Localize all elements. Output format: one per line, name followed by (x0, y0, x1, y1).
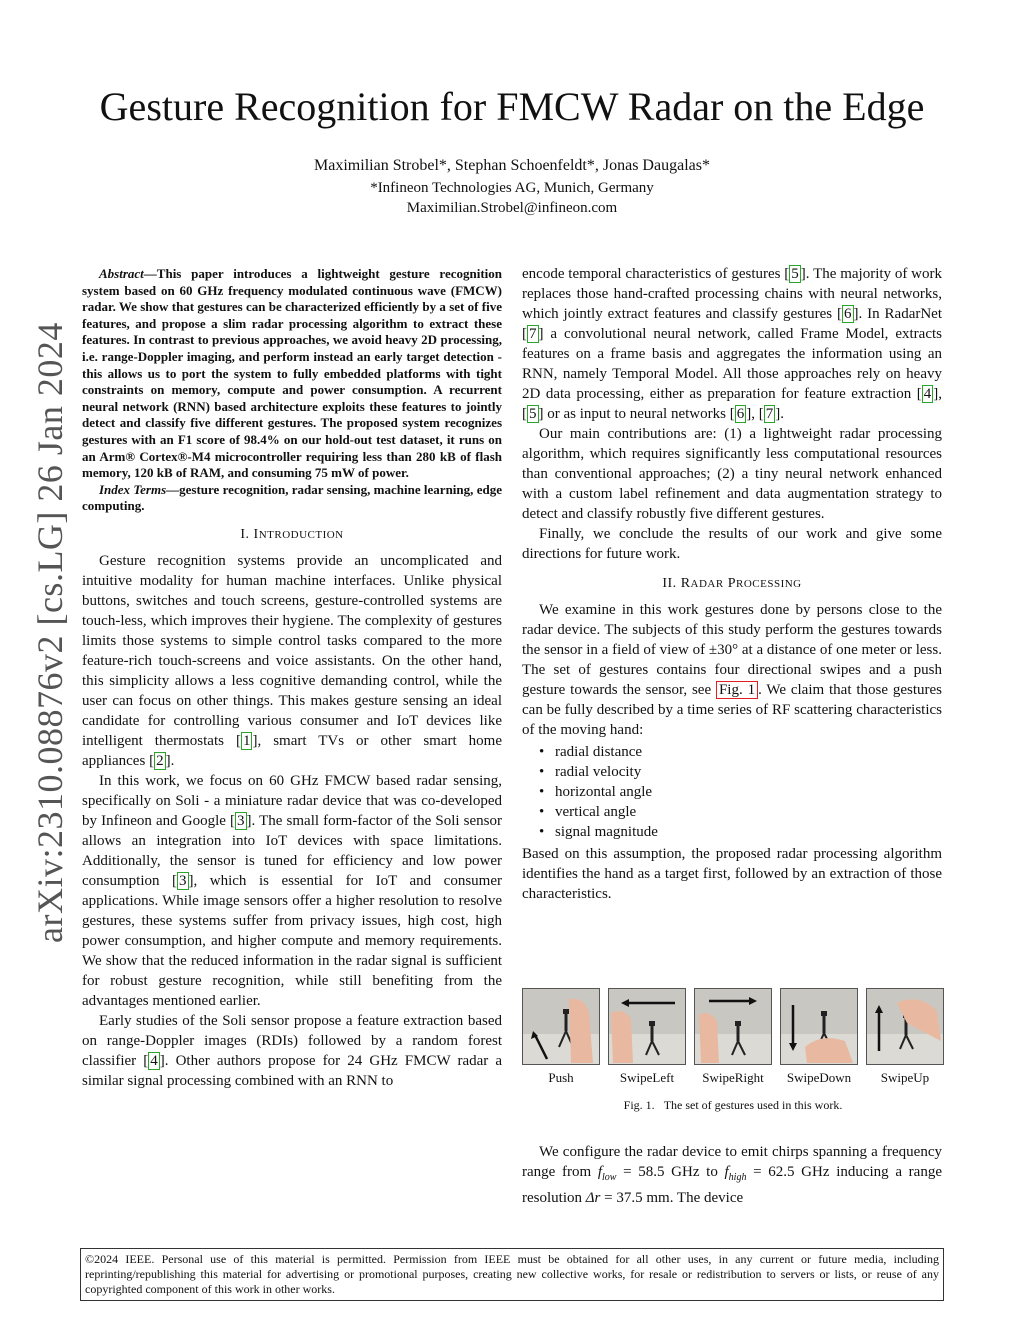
index-terms-text: gesture recognition, radar sensing, machine learning, edge computing. (82, 481, 502, 514)
left-column (82, 266, 502, 1091)
email: Maximilian.Strobel@infineon.com (406, 200, 618, 216)
paper-title: Gesture Recognition for FMCW Radar on the Edge (99, 84, 925, 129)
citation-2[interactable]: 2 (156, 752, 164, 769)
right-column-bottom (522, 1142, 942, 1208)
gesture-panel-swipeleft (608, 988, 686, 1086)
index-terms-label: Index Terms (99, 481, 167, 497)
gesture-label-swipeup: SwipeUp (880, 1070, 930, 1085)
section-radar-processing-heading: II. RADAR PROCESSING (662, 576, 802, 591)
gesture-image-swipeleft (608, 988, 686, 1065)
list-item: • vertical angle (539, 804, 637, 820)
gesture-panel-swipeup (866, 988, 944, 1086)
gesture-image-swipedown (780, 988, 858, 1065)
figure-1-caption: Fig. 1. The set of gestures used in this work. (623, 1098, 843, 1112)
authors: Maximilian Strobel*, Stephan Schoenfeldt*, Jonas Daugalas* (314, 157, 710, 174)
citation-5[interactable]: 5 (791, 266, 799, 282)
citation-3b[interactable]: 3 (179, 872, 187, 889)
arxiv-sidebar (20, 322, 80, 943)
gesture-label-swipeleft: SwipeLeft (619, 1070, 675, 1085)
intro-paragraph-1: Gesture recognition systems provide an uncomplicated and intuitive modality for human machine interfaces. Unlike physical buttons, switches and touch screens, gesture-controlled systems are touch-less, which improves their hygiene. The complexity of gestures limits those systems to simple control tasks compared to the more feature-rich touch-screens and voice assistants. On the other hand, this simplicity allows a less cognitive demanding control, while the user can focus on other things. This makes gesture sensing an ideal candidate for controlling various consumer and IoT devices like intelligent thermostats [ 1 ], smart TVs or other smart home appliances [ 2 ]. (82, 552, 502, 769)
abstract-label: Abstract (99, 266, 144, 281)
citation-6[interactable]: 6 (844, 306, 852, 322)
figure-1 (522, 988, 944, 1113)
citation-4[interactable]: 4 (150, 1052, 158, 1069)
gesture-label-swipedown: SwipeDown (786, 1070, 852, 1085)
affiliation: *Infineon Technologies AG, Munich, Germany (370, 180, 654, 196)
right-paragraph-1: encode temporal characteristics of gestures [ 5 ]. The majority of work replaces those hand-crafted processing chains with neural networks, which jointly extract features and classify gestures [ 6 ]. In RadarNet [ 7 ] a convolutional neural network, called Frame Model, extracts features on a frame basis and aggregates the information using an RNN, namely Temporal Model. All those approaches rely on heavy 2D data processing, either as preparation for feature extraction [ 4 ], [ 5 ] or as input to neural networks [ 6 ], [ 7 ]. (522, 266, 943, 422)
arxiv-id: arXiv:2310.08876v2 [cs.LG] 26 Jan 2024 (30, 322, 70, 943)
gesture-panel-swipedown (780, 988, 858, 1086)
radar-paragraph-2: Based on this assumption, the proposed radar processing algorithm identifies the hand as a target first, followed by an extraction of those characteristics. (522, 846, 942, 902)
intro-paragraph-2: In this work, we focus on 60 GHz FMCW based radar sensing, specifically on Soli - a miniature radar device that was co-developed by Infineon and Google [ 3 ]. The small form-factor of the Soli sensor allows an integration into IoT devices with space limitations. Additionally, the sensor is tuned for efficiency and low power consumption [ 3 ], which is essential for IoT and consumer applications. While image sensors offer a higher resolution to resolve gestures, these systems suffer from privacy issues, high cost, high power consumption, and higher compute and memory requirements. We show that the reduced information in the radar signal is sufficient for robust gesture recognition, while still benefiting from the advantages mentioned earlier. (82, 772, 503, 1009)
gesture-image-swiperight (694, 988, 772, 1065)
list-item: • radial distance (539, 744, 643, 760)
list-item: • radial velocity (539, 764, 642, 780)
figure-1-link[interactable]: Fig. 1 (716, 681, 758, 699)
citation-6b[interactable]: 6 (736, 406, 745, 422)
intro-paragraph-3: Early studies of the Soli sensor propose a feature extraction based on range-Doppler images (RDIs) followed by a random forest classifier [ 4 ]. Other authors propose for 24 GHz FMCW radar a similar signal processing combined with an RNN to (82, 1012, 503, 1089)
citation-1[interactable]: 1 (242, 732, 251, 749)
gesture-label-swiperight: SwipeRight (702, 1070, 764, 1085)
citation-3[interactable]: 3 (237, 812, 245, 829)
abstract-text: This paper introduces a lightweight gesture recognition system based on 60 GHz frequency modulated continuous wave (FMCW) radar. We show that gestures can be characterized efficiently by a set of five features, and propose a slim radar processing algorithm to extract these features. In contrast to previous approaches, we avoid heavy 2D processing, i.e. range-Doppler imaging, and perform instead an early target detection - this allows us to port the system to fully embedded platforms with tight constraints on memory, compute and power consumption. A recurrent neural network (RNN) based architecture exploits these features to jointly detect and classify five different gestures. The proposed system recognizes gestures with an F1 score of 98.4% on our hold-out test dataset, it runs on an Arm® Cortex®-M4 microcontroller requiring less than 280 kB of flash memory, 120 kB of RAM, and consuming 75 mW of power. (82, 266, 502, 481)
gesture-panel-push (522, 988, 600, 1086)
gesture-image-push (522, 988, 600, 1065)
conclusion-paragraph: Finally, we conclude the results of our work and give some directions for future work. (522, 526, 942, 562)
citation-5b[interactable]: 5 (529, 406, 537, 422)
feature-list (522, 742, 942, 842)
abstract: Abstract—This paper introduces a lightweight gesture recognition system based on 60 GHz frequency modulated continuous wave (FMCW) radar. We show that gestures can be characterized efficiently by a set of five features, and propose a slim radar processing algorithm to extract these features. In contrast to previous approaches, we avoid heavy 2D processing, i.e. range-Doppler imaging, and perform instead an early target detection - this allows us to port the system to fully embedded platforms with tight constraints on memory, compute and power consumption. A recurrent neural network (RNN) based architecture exploits these features to jointly detect and classify five different gestures. The proposed system recognizes gestures with an F1 score of 98.4% on our hold-out test dataset, it runs on an Arm® Cortex®-M4 microcontroller requiring less than 280 kB of flash memory, 120 kB of RAM, and consuming 75 mW of power. (82, 266, 502, 481)
list-item: • horizontal angle (539, 784, 653, 800)
radar-paragraph-3: We configure the radar device to emit chirps spanning a frequency range from $f_{low} = 58.5$ GHz to $f_{high} = 62.5$ GHz inducing a range resolution Δr = 37.5 mm. The device (522, 1144, 942, 1206)
right-column (522, 264, 942, 904)
index-terms: Index Terms—gesture recognition, radar sensing, machine learning, edge computing. (82, 481, 502, 514)
gesture-label-push: Push (548, 1070, 574, 1085)
citation-4b[interactable]: 4 (923, 386, 932, 402)
citation-7[interactable]: 7 (529, 326, 537, 342)
copyright-notice: ©2024 IEEE. Personal use of this material is permitted. Permission from IEEE must be obtained for all other uses, in any current or future media, including reprinting/republishing this material for advertising or promotional purposes, creating new collective works, for resale or redistribution to servers or lists, or reuse of any copyrighted component of this work in other works. (80, 1248, 944, 1301)
section-introduction-heading: I. INTRODUCTION (240, 526, 344, 542)
list-item: • signal magnitude (539, 824, 658, 840)
radar-paragraph-1: We examine in this work gestures done by persons close to the radar device. The subjects of this study perform the gestures towards the sensor in a field of view of ±30° at a distance of one meter or less. The set of gestures contains four directional swipes and a push gesture towards the sensor, see Fig. 1 . We claim that those gestures can be fully described by a time series of RF scattering characteristics of the moving hand: (522, 602, 942, 738)
contributions-paragraph: Our main contributions are: (1) a lightweight radar processing algorithm, which requires significantly less computational resources than conventional approaches; (2) a tiny neural network enhanced with a custom label refinement and data augmentation strategy to detect and classify robustly five different gestures. (522, 426, 942, 522)
citation-7b[interactable]: 7 (765, 406, 774, 422)
gesture-image-swipeup (866, 988, 944, 1065)
gesture-panel-swiperight (694, 988, 772, 1086)
